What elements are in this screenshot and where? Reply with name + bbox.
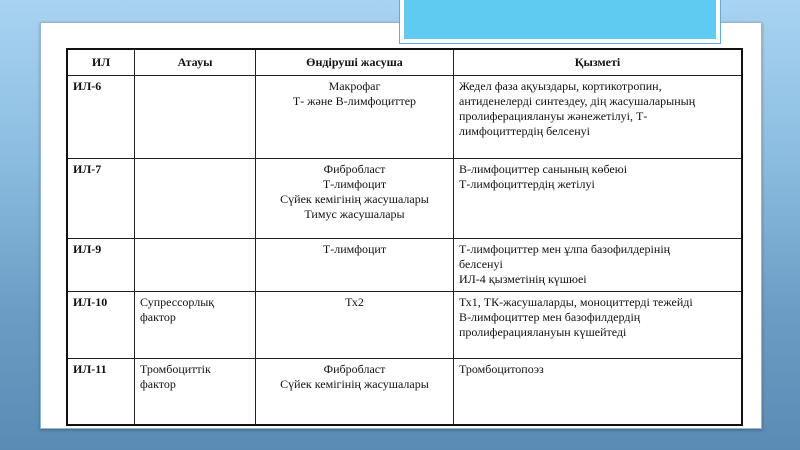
- cell-function: [454, 159, 743, 239]
- table-row: [67, 239, 742, 292]
- cell-name-line: Супрессорлық: [140, 295, 215, 309]
- cell-producer: [256, 159, 454, 239]
- header-function: Қызметі: [454, 49, 743, 76]
- cell-function-line: Тх1, ТК-жасушаларды, моноциттерді тежейді: [459, 295, 693, 309]
- interleukin-table: [66, 48, 743, 426]
- cell-producer: [256, 292, 454, 359]
- cell-name: [135, 292, 256, 359]
- cell-name: [135, 159, 256, 239]
- cell-function-line: пролиферациялануын күшейтеді: [459, 325, 627, 339]
- table-row: [67, 292, 742, 359]
- cell-name-line: фактор: [140, 310, 176, 324]
- table-header-row: [67, 49, 742, 76]
- cell-function-line: Тромбоцитопоэз: [459, 362, 544, 376]
- cell-function: [454, 239, 743, 292]
- cell-name: [135, 359, 256, 425]
- cell-name-line: Тромбоциттік: [140, 362, 211, 376]
- cell-producer-line: Т-лимфоцит: [322, 177, 387, 191]
- cell-function-line: Жедел фаза ақуыздары, кортикотропин,: [459, 79, 662, 93]
- cell-il: ИЛ-9: [67, 239, 135, 292]
- cell-function-line: В-лимфоциттер мен базофилдердің: [459, 310, 641, 324]
- cell-function-line: лимфоциттердің белсенуі: [459, 124, 590, 138]
- cell-name-line: фактор: [140, 377, 176, 391]
- cell-producer-line: Т- және В-лимфоциттер: [292, 94, 417, 108]
- cell-function-line: Т-лимфоциттер мен ұлпа базофилдерінің: [459, 242, 671, 256]
- cell-producer-line: Т-лимфоцит: [322, 242, 387, 256]
- header-name: Атауы: [135, 49, 256, 76]
- cell-producer-line: Фибробласт: [323, 362, 386, 376]
- cell-function-line: ИЛ-4 қызметінің күшюеі: [459, 272, 587, 286]
- cell-il: ИЛ-7: [67, 159, 135, 239]
- cell-function-line: белсенуі: [459, 257, 503, 271]
- cell-producer-line: Тимус жасушалары: [304, 207, 405, 221]
- title-placeholder: [400, 0, 720, 43]
- cell-producer-line: Тх2: [345, 295, 364, 309]
- cell-il: ИЛ-11: [67, 359, 135, 425]
- cell-producer: [256, 359, 454, 425]
- cell-function: [454, 292, 743, 359]
- cell-producer-line: Сүйек кемігінің жасушалары: [280, 377, 429, 391]
- cell-il: ИЛ-10: [67, 292, 135, 359]
- cell-producer-line: Макрофаг: [328, 79, 381, 93]
- cell-function-line: пролиферациялануы жәнежетілуі, Т-: [459, 109, 648, 123]
- cell-function-line: антиденелерді синтездеу, дің жасушаларының: [459, 94, 696, 108]
- header-il: ИЛ: [67, 49, 135, 76]
- cell-producer: [256, 76, 454, 159]
- header-producer: Өндіруші жасуша: [256, 49, 454, 76]
- cell-producer: [256, 239, 454, 292]
- cell-name: [135, 76, 256, 159]
- table-row: [67, 359, 742, 425]
- table-row: [67, 76, 742, 159]
- cell-function-line: В-лимфоциттер санының көбеюі: [459, 162, 628, 176]
- cell-producer-line: Фибробласт: [323, 162, 386, 176]
- cell-function-line: Т-лимфоциттердің жетілуі: [459, 177, 595, 191]
- cell-function: [454, 76, 743, 159]
- cell-function: [454, 359, 743, 425]
- cell-name: [135, 239, 256, 292]
- table-row: [67, 159, 742, 239]
- cell-producer-line: Сүйек кемігінің жасушалары: [280, 192, 429, 206]
- cell-il: ИЛ-6: [67, 76, 135, 159]
